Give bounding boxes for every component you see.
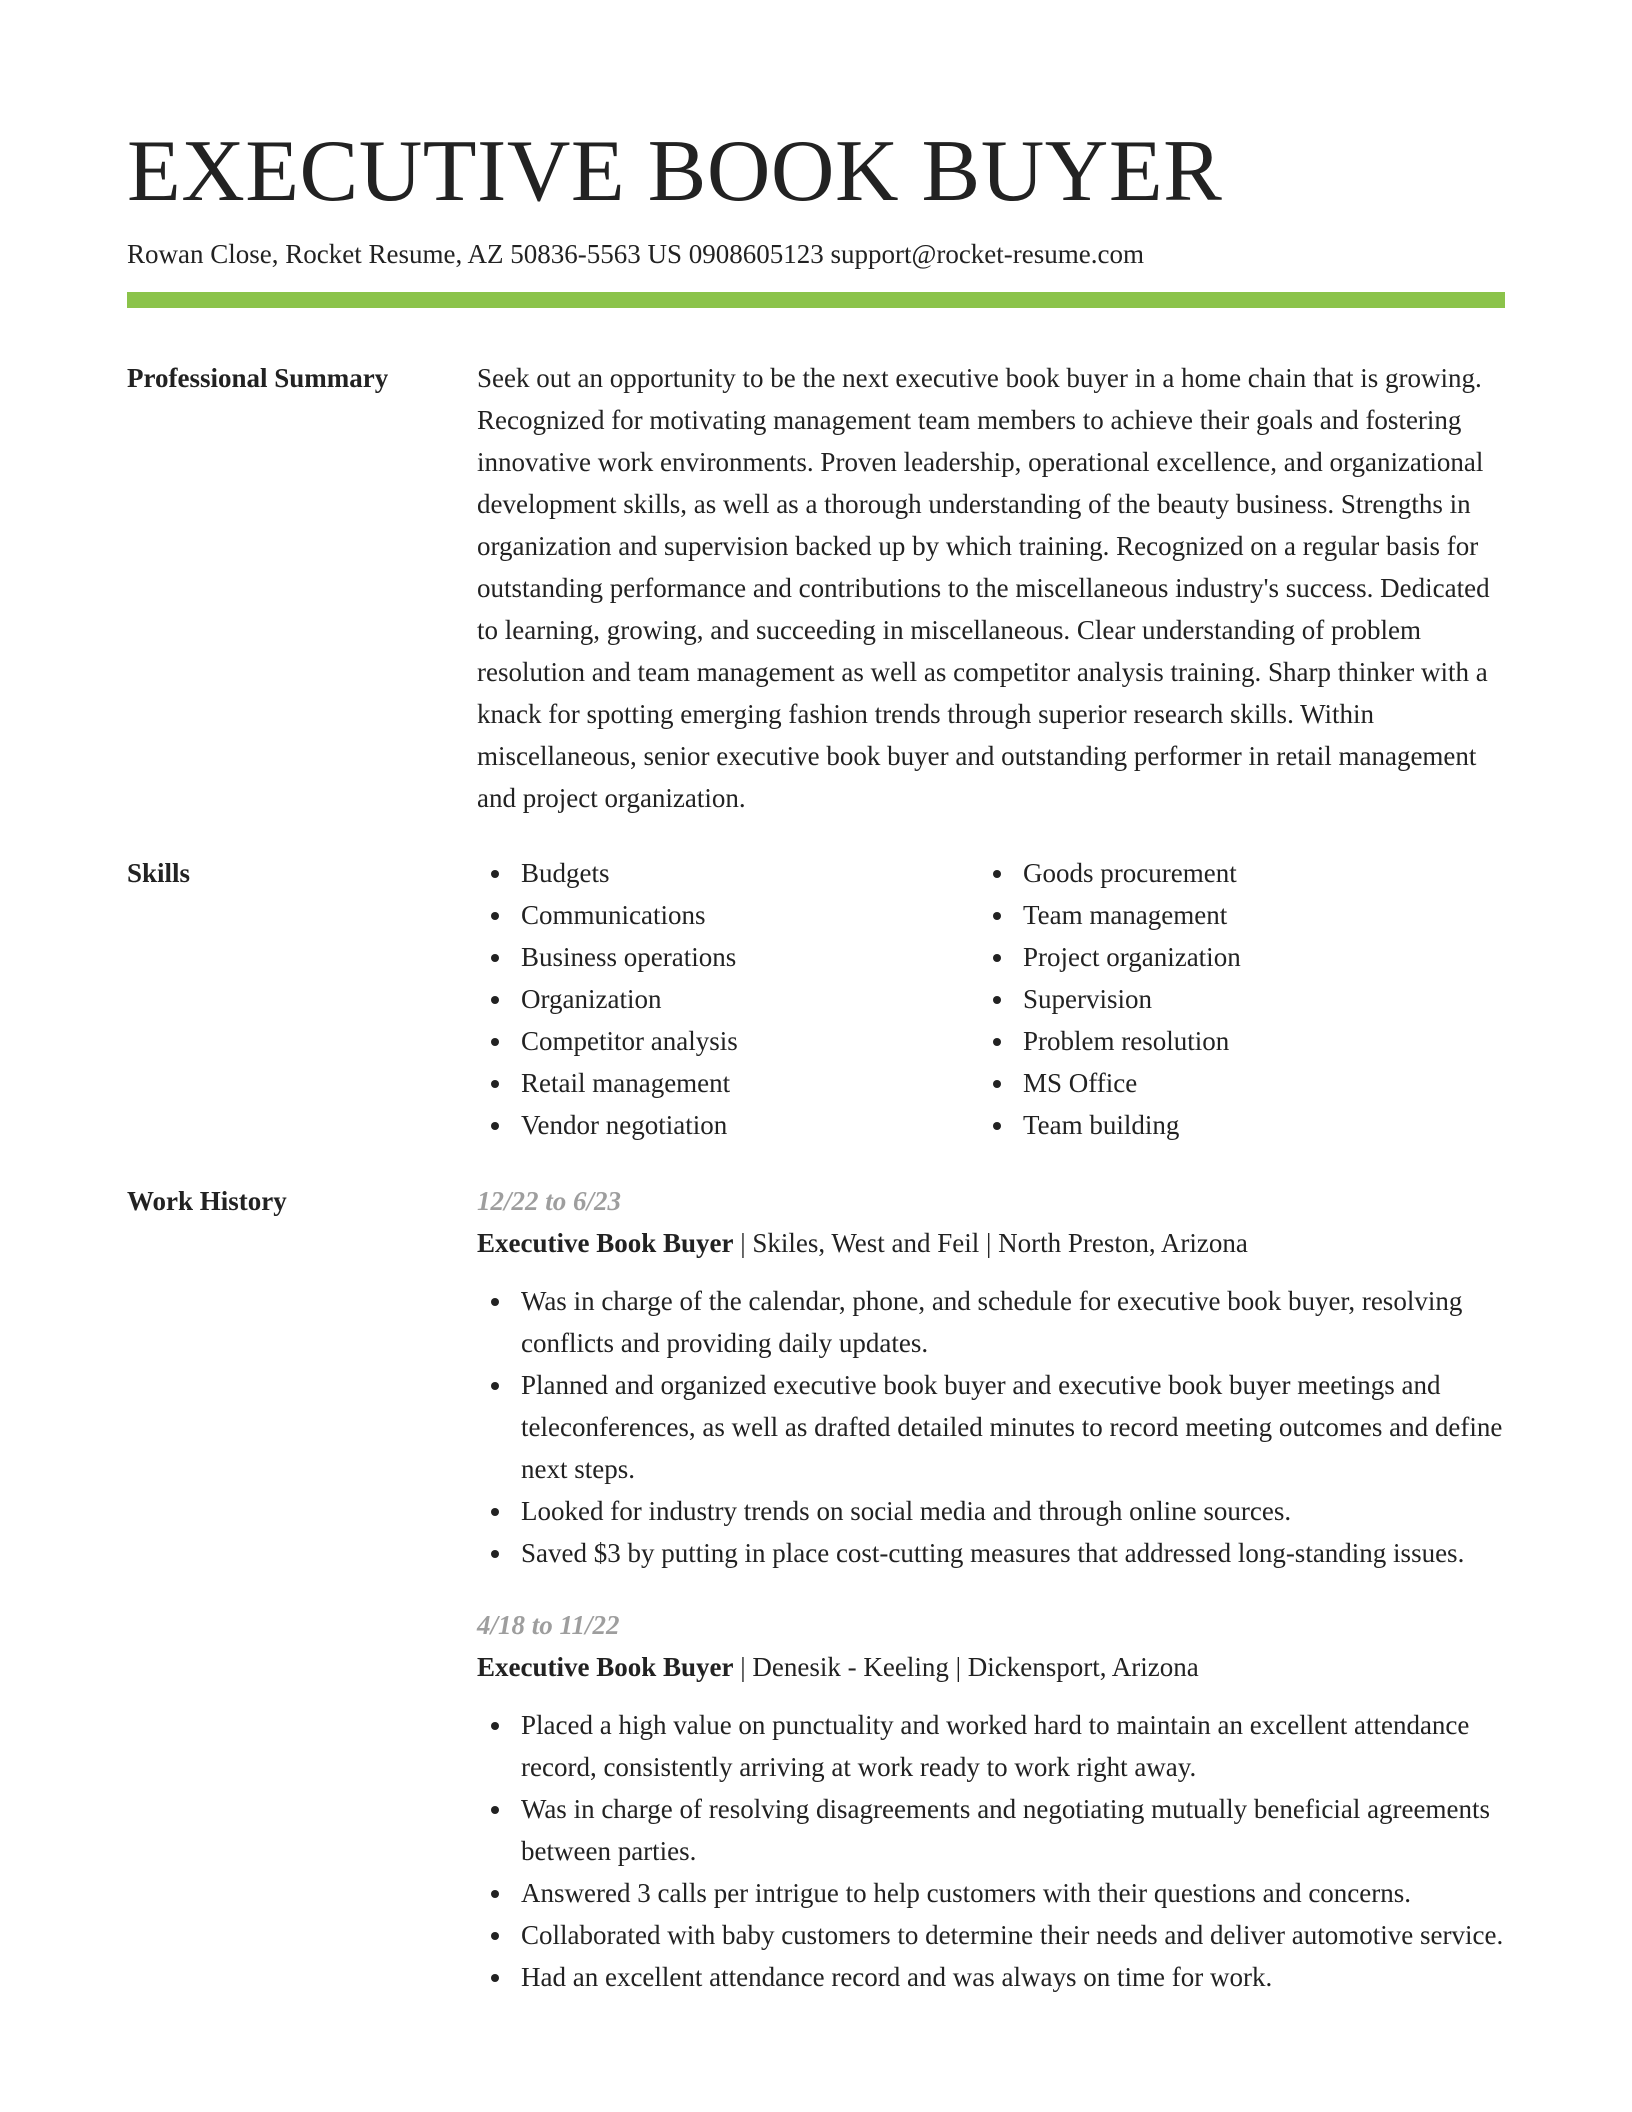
job-dates: 4/18 to 11/22	[477, 1610, 620, 1640]
job-heading	[477, 1646, 1505, 1688]
contact-line: Rowan Close, Rocket Resume, AZ 50836-5563 US 0908605123 support@rocket-resume.com	[127, 239, 1144, 269]
summary-section	[127, 357, 1505, 819]
job-bullet: Planned and organized executive book buyer and executive book buyer meetings and teleconferences, as well as drafted detailed minutes to record meeting outcomes and define next steps.	[521, 1364, 1505, 1490]
skill-item: Goods procurement	[1023, 852, 1481, 894]
work-history-heading: Work History	[127, 1186, 287, 1216]
job-bullet-list	[477, 1280, 1505, 1574]
summary-heading: Professional Summary	[127, 363, 389, 393]
job-bullet: Answered 3 calls per intrigue to help customers with their questions and concerns.	[521, 1872, 1505, 1914]
skill-item: Supervision	[1023, 978, 1481, 1020]
skill-item: Communications	[521, 894, 979, 936]
job-title: Executive Book Buyer	[477, 1228, 734, 1258]
skill-item: Team building	[1023, 1104, 1481, 1146]
work-history-section	[127, 1180, 1505, 1998]
job-bullet-list	[477, 1704, 1505, 1998]
skill-item: Organization	[521, 978, 979, 1020]
job-bullet: Saved $3 by putting in place cost-cutting measures that addressed long-standing issues.	[521, 1532, 1505, 1574]
job-bullet: Looked for industry trends on social media and through online sources.	[521, 1490, 1505, 1532]
job-bullet: Was in charge of the calendar, phone, and schedule for executive book buyer, resolving conflicts and providing daily updates.	[521, 1280, 1505, 1364]
job-bullet: Placed a high value on punctuality and worked hard to maintain an excellent attendance record, consistently arriving at work ready to work right away.	[521, 1704, 1505, 1788]
job-title: Executive Book Buyer	[477, 1652, 734, 1682]
skill-item: Vendor negotiation	[521, 1104, 979, 1146]
job-bullet: Was in charge of resolving disagreements and negotiating mutually beneficial agreements between parties.	[521, 1788, 1505, 1872]
job-employer-location: | Denesik - Keeling | Dickensport, Arizona	[733, 1652, 1199, 1682]
job-dates: 12/22 to 6/23	[477, 1186, 622, 1216]
candidate-title: EXECUTIVE BOOK BUYER	[127, 123, 1223, 220]
job-entry	[477, 1604, 1505, 1998]
skills-list-left	[477, 852, 979, 1146]
job-heading	[477, 1222, 1505, 1264]
skills-heading: Skills	[127, 858, 191, 888]
skill-item: Competitor analysis	[521, 1020, 979, 1062]
skill-item: Problem resolution	[1023, 1020, 1481, 1062]
job-entry	[477, 1180, 1505, 1574]
summary-text: Seek out an opportunity to be the next executive book buyer in a home chain that is growing. Recognized for motivating management team members to achieve their goals and fostering innovative work environments. Proven leadership, operational excellence, and organizational development skills, as well as a thorough understanding of the beauty business. Strengths in organization and supervision backed up by which training. Recognized on a regular basis for outstanding performance and contributions to the miscellaneous industry's success. Dedicated to learning, growing, and succeeding in miscellaneous. Clear understanding of problem resolution and team management as well as competitor analysis training. Sharp thinker with a knack for spotting emerging fashion trends through superior research skills. Within miscellaneous, senior executive book buyer and outstanding performer in retail management and project organization.	[477, 363, 1490, 813]
skill-item: MS Office	[1023, 1062, 1481, 1104]
job-employer-location: | Skiles, West and Feil | North Preston, Arizona	[733, 1228, 1248, 1258]
job-bullet: Had an excellent attendance record and was always on time for work.	[521, 1956, 1505, 1998]
skill-item: Budgets	[521, 852, 979, 894]
skill-item: Team management	[1023, 894, 1481, 936]
skill-item: Business operations	[521, 936, 979, 978]
skills-list-right	[979, 852, 1481, 1146]
skill-item: Retail management	[521, 1062, 979, 1104]
skill-item: Project organization	[1023, 936, 1481, 978]
job-bullet: Collaborated with baby customers to determine their needs and deliver automotive service.	[521, 1914, 1505, 1956]
skills-section	[127, 852, 1505, 1146]
accent-divider	[127, 292, 1505, 308]
